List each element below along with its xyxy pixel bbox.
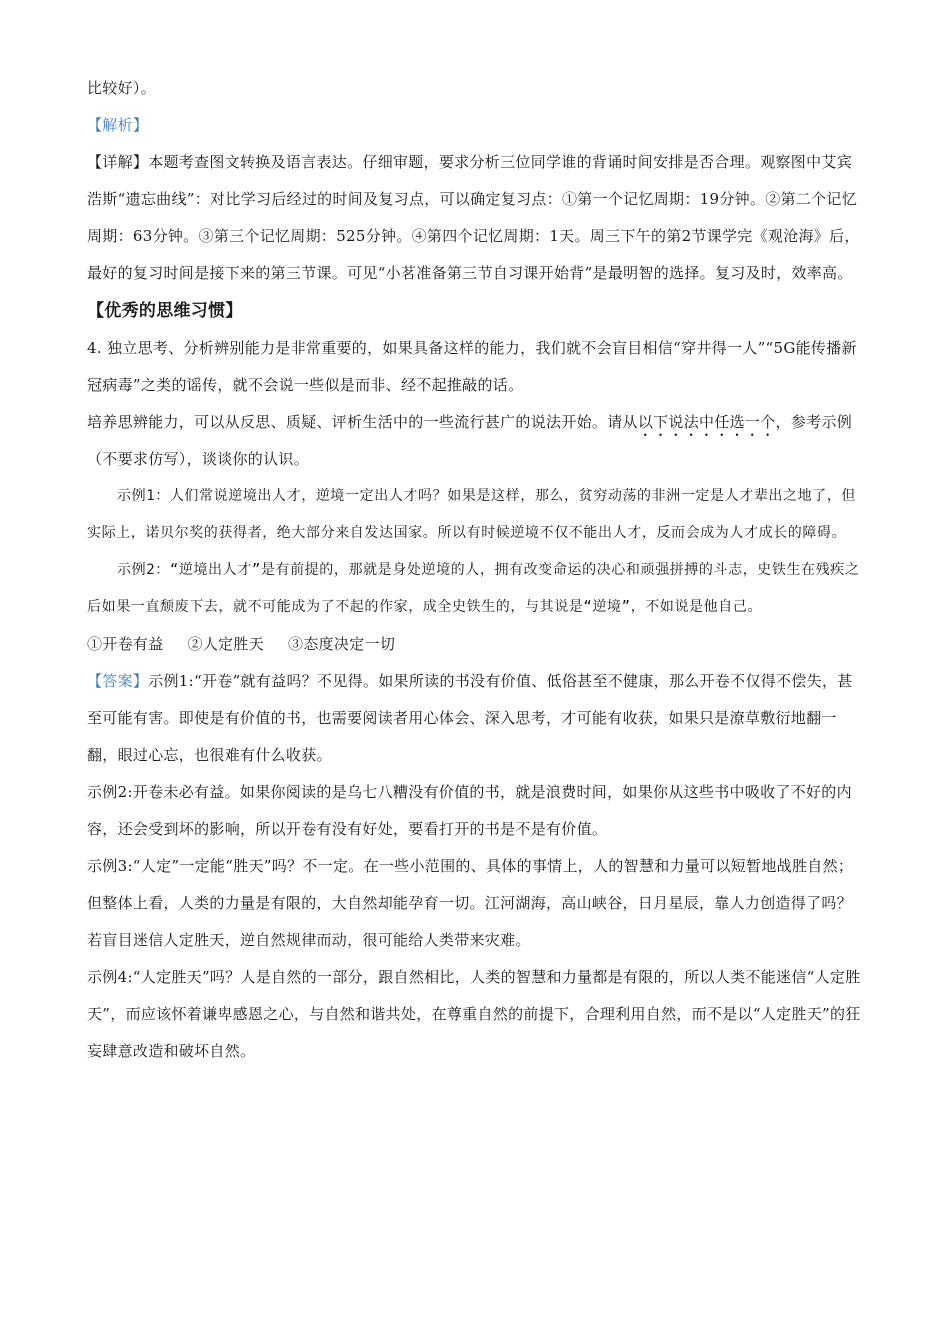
answer-1-text: 示例1:“开卷”就有益吗？不见得。如果所读的书没有价值、低俗甚至不健康，那么开卷不仅得不偿失，甚至可能有害。即使是有价值的书，也需要阅读者用心体会、深入思考，才可能有收获，如果只是潦草敷衍地翻一翻，眼过心忘，也很难有什么收获。 (87, 672, 853, 764)
option-1: ①开卷有益 (87, 635, 164, 653)
option-3: ③态度决定一切 (288, 635, 396, 653)
answer-4: 示例4:“人定胜天”吗？人是自然的一部分，跟自然相比，人类的智慧和力量都是有限的，所以人类不能迷信“人定胜天”，而应该怀着谦卑感恩之心，与自然和谐共处，在尊重自然的前提下，合理利用自然，而不是以“人定胜天”的狂妄肆意改造和破坏自然。 (87, 968, 861, 1060)
detail-paragraph (87, 144, 867, 292)
answer-1 (87, 663, 867, 774)
requirement-text-a: 培养思辨能力，可以从反思、质疑、评析生活中的一些流行甚广的说法开始。请从 (87, 413, 638, 431)
analysis-label: 【解析】 (87, 116, 149, 134)
question-stem-text: 独立思考、分析辨别能力是非常重要的，如果具备这样的能力，我们就不会盲目相信“穿井得一人”“5G能传播新冠病毒”之类的谣传，就不会说一些似是而非、经不起推敲的话。 (87, 339, 857, 394)
example-1: 示例1：人们常说逆境出人才，逆境一定出人才吗？如果是这样，那么，贫穷动荡的非洲一定是人才辈出之地了，但实际上，诺贝尔奖的获得者，绝大部分来自发达国家。所以有时候逆境不仅不能出人才，反而会成为人才成长的障碍。 (87, 488, 857, 541)
section-heading: 【优秀的思维习惯】 (87, 301, 243, 321)
requirement-emphasis: 以下说法中任选一个 (637, 413, 776, 431)
document-page (87, 70, 867, 1070)
answer-2: 示例2:开卷未必有益。如果你阅读的是乌七八糟没有价值的书，就是浪费时间，如果你从这些书中吸收了不好的内容，还会受到坏的影响，所以开卷有没有好处，要看打开的书是不是有价值。 (87, 783, 852, 838)
answer-3: 示例3:“人定”一定能“胜天”吗？不一定。在一些小范围的、具体的事情上，人的智慧和力量可以短暂地战胜自然；但整体上看，人类的力量是有限的，大自然却能孕育一切。江河湖海，高山峡谷，日月星辰，靠人力创造得了吗？若盲目迷信人定胜天，逆自然规律而动，很可能给人类带来灾难。 (87, 857, 854, 949)
option-2: ②人定胜天 (187, 635, 265, 653)
options-line (87, 626, 867, 663)
detail-text: 本题考查图文转换及语言表达。仔细审题，要求分析三位同学谁的背诵时间安排是否合理。观察图中艾宾浩斯“遗忘曲线”：对比学习后经过的时间及复习点，可以确定复习点：①第一个记忆周期：19分钟。②第二个记忆周期：63分钟。③第三个记忆周期：525分钟。④第四个记忆周期：1天。周三下午的第2节课学完《观沧海》后，最好的复习时间是接下来的第三节课。可见“小茗准备第三节自习课开始背”是最明智的选择。复习及时，效率高。 (87, 153, 860, 282)
detail-label: 【详解】 (87, 153, 149, 171)
question-4-stem (87, 330, 867, 404)
question-number: 4. (87, 339, 102, 357)
question-4-requirement (87, 404, 867, 478)
continuation-line: 比较好）。 (87, 79, 157, 97)
answer-label: 【答案】 (87, 672, 149, 690)
requirement-text-b: ，参考示例（不要求仿写），谈谈你的认识。 (87, 413, 853, 468)
example-2: 示例2：“逆境出人才”是有前提的，那就是身处逆境的人，拥有改变命运的决心和顽强拼搏的斗志，史铁生在残疾之后如果一直颓废下去，就不可能成为了不起的作家，成全史铁生的，与其说是“逆境”，不如说是他自己。 (87, 562, 860, 615)
